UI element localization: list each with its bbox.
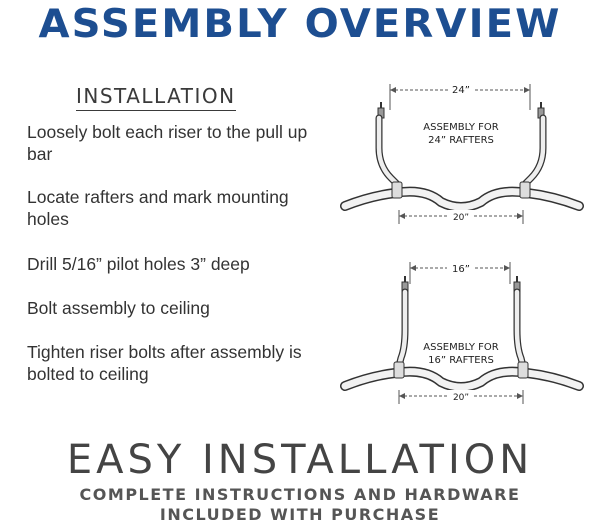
footer-line-2: INCLUDED WITH PURCHASE (159, 505, 441, 524)
top-dimension-label: 24” (452, 85, 470, 96)
installation-step-4: Bolt assembly to ceiling (27, 298, 210, 318)
arrow-left-icon (399, 213, 405, 219)
arrow-right-icon (517, 393, 523, 399)
assembly-label-line1: ASSEMBLY FOR (423, 342, 499, 353)
pull-up-bar-diagram-24 (335, 78, 590, 228)
assembly-label-line2: 24” RAFTERS (428, 135, 494, 146)
assembly-label-line1: ASSEMBLY FOR (423, 122, 499, 133)
installation-step-1: Loosely bolt each riser to the pull up bar (27, 122, 308, 164)
assembly-label-line2: 16” RAFTERS (428, 355, 494, 366)
arrow-right-icon (517, 213, 523, 219)
bottom-dimension-label: 20” (452, 393, 470, 403)
arrow-right-icon (524, 87, 530, 93)
arrow-left-icon (390, 87, 396, 93)
installation-step-2: Locate rafters and mark mounting holes (27, 187, 289, 229)
arrow-left-icon (410, 265, 416, 271)
bottom-dimension-label: 20” (452, 213, 470, 223)
top-dimension-label: 16” (452, 264, 470, 275)
easy-installation-heading: EASY INSTALLATION (66, 437, 534, 483)
arrow-right-icon (504, 265, 510, 271)
installation-step-5: Tighten riser bolts after assembly is bolted to ceiling (27, 342, 302, 384)
arrow-left-icon (399, 393, 405, 399)
installation-heading: INSTALLATION (76, 84, 236, 111)
installation-step-3: Drill 5/16” pilot holes 3” deep (27, 254, 250, 274)
footer-line-1: COMPLETE INSTRUCTIONS AND HARDWARE (79, 485, 521, 504)
page-title: ASSEMBLY OVERVIEW (38, 2, 562, 47)
pull-up-bar-diagram-16 (335, 258, 590, 408)
